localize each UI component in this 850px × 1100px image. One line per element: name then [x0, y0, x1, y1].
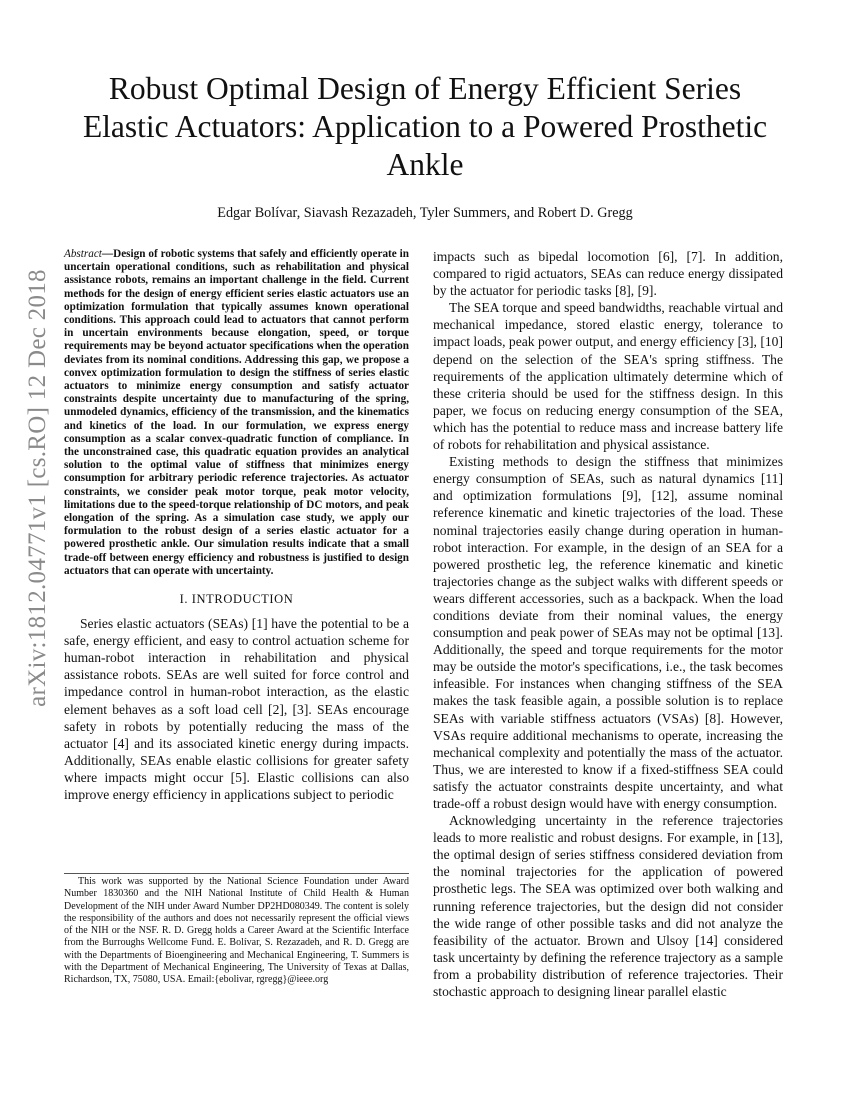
right-column: [433, 248, 783, 1000]
body-paragraph: Existing methods to design the stiffness that minimizes energy consumption of SEAs, such as natural dynamics [11] and optimization formulations [9], [12], assume nominal reference kinematic and kinetic trajectories of the load. These nominal trajectories easily change during operation in human-robot interaction. For example, in the design of an SEA for a powered prosthetic leg, the reference kinematic and kinetic trajectories change as the subject walks with different speeds or wears different accessories, such as a backpack. When the load conditions deviate from their nominal values, the energy consumption and peak power of SEAs may not be optimal [13]. Additionally, the speed and torque requirements for the motor may be outside the motor's specifications, i.e., the task becomes infeasible. For instances when changing stiffness of the SEA makes the task feasible again, a possible solution is to replace SEAs with variable stiffness actuators (VSAs) [8]. However, VSAs require additional mechanisms to operate, increasing the mechanical complexity and potentially the mass of the actuator. Thus, we are interested to know if a fixed-stiffness SEA could satisfy the actuator constraints despite uncertainty, and what trade-off a robust design would have with energy consumption.: [433, 454, 783, 811]
paper-title: Robust Optimal Design of Energy Efficient Series Elastic Actuators: Application to a Powered Prosthetic Ankle: [82, 71, 768, 182]
arxiv-stamp: [18, 268, 58, 707]
author-list: Edgar Bolívar, Siavash Rezazadeh, Tyler Summers, and Robert D. Gregg: [217, 205, 633, 221]
footnote: [64, 873, 409, 987]
arxiv-stamp-text: arXiv:1812.04771v1 [cs.RO] 12 Dec 2018: [24, 268, 51, 707]
body-paragraph: Acknowledging uncertainty in the reference trajectories leads to more realistic and robust designs. For example, in [13], the optimal design of series stiffness considered deviation from the nominal trajectories for the application of powered prosthetic legs. The SEA was optimized over both walking and running reference trajectories, but the design did not consider the wide range of other possible tasks and did not analyze the feasibility of the actuator. Brown and Ulsoy [14] considered task uncertainty by defining the reference trajectory as a sample from a probability distribution of reference trajectories. Their stochastic approach to designing linear parallel elastic: [433, 813, 783, 1000]
abstract-text: —Design of robotic systems that safely and efficiently operate in uncertain operational conditions, such as rehabilitation and physical assistance robots, remains an important challenge in the field. Current methods for the design of energy efficient series elastic actuators use an optimization formulation that typically assumes known operational conditions. This approach could lead to actuators that cannot perform in uncertain environments because elongation, speed, or torque requirements may be beyond actuator specifications when the operation deviates from its nominal conditions. Addressing this gap, we propose a convex optimization formulation to design the stiffness of series elastic actuators to minimize energy consumption and satisfy actuator constraints despite uncertainty due to manufacturing of the spring, unmodeled dynamics, efficiency of the transmission, and the kinematics and kinetics of the load. In our formulation, we express energy consumption as a scalar convex-quadratic function of compliance. In the unconstrained case, this quadratic equation provides an analytical solution to the optimal value of stiffness that minimizes energy consumption for arbitrary periodic reference trajectories. As actuator constraints, we consider peak motor torque, peak motor velocity, limitations due to the speed-torque relationship of DC motors, and peak elongation of the spring. As a simulation case study, we apply our formulation to the robust design of a series elastic actuator for a powered prosthetic ankle. Our simulation results indicate that a small trade-off between energy efficiency and robustness is justified to design actuators that can operate with uncertainty.: [64, 248, 409, 577]
abstract: [64, 248, 409, 578]
section-heading-introduction: I. INTRODUCTION: [179, 592, 294, 607]
body-paragraph: The SEA torque and speed bandwidths, reachable virtual and mechanical impedance, stored elastic energy, tolerance to impact loads, peak power output, and energy efficiency [3], [10] depend on the selection of the SEA's spring stiffness. The requirements of the application ultimately determine which of these criteria should be used for the stiffness design. In this paper, we focus on reducing energy consumption of the SEA, which has the potential to reduce mass and increase battery life of robots for rehabilitation and physical assistance.: [433, 300, 783, 453]
left-column: [64, 248, 409, 803]
intro-paragraph: Series elastic actuators (SEAs) [1] have the potential to be a safe, energy efficient, and easy to control actuation scheme for human-robot interaction in rehabilitation and physical assistance robots. SEAs are well suited for force control and impedance control in human-robot interaction, as the elastic element behaves as a soft load cell [2], [3]. SEAs encourage safety in robots by potentially reducing the mass of the actuator [4] and its associated kinetic energy during impacts. Additionally, SEAs enable elastic collisions for greater safety where impacts might occur [5]. Elastic collisions can also improve energy efficiency in applications subject to periodic: [64, 616, 409, 803]
abstract-label: Abstract: [64, 248, 102, 260]
body-paragraph: impacts such as bipedal locomotion [6], [7]. In addition, compared to rigid actuators, SEAs can reduce energy dissipated by the actuator for periodic tasks [8], [9].: [433, 249, 783, 299]
footnote-text: This work was supported by the National Science Foundation under Award Number 1830360 and the NIH National Institute of Child Health & Human Development of the NIH under Award Number DP2HD080349. The content is solely the responsibility of the authors and does not necessarily represent the official views of the NIH or the NSF. R. D. Gregg holds a Career Award at the Scientific Interface from the Burroughs Wellcome Fund. E. Bolívar, S. Rezazadeh, and R. D. Gregg are with the Departments of Bioengineering and Mechanical Engineering, T. Summers is with the Department of Mechanical Engineering, The University of Texas at Dallas, Richardson, TX, 75080, USA. Email:{ebolivar, rgregg}@ieee.org: [64, 876, 409, 986]
